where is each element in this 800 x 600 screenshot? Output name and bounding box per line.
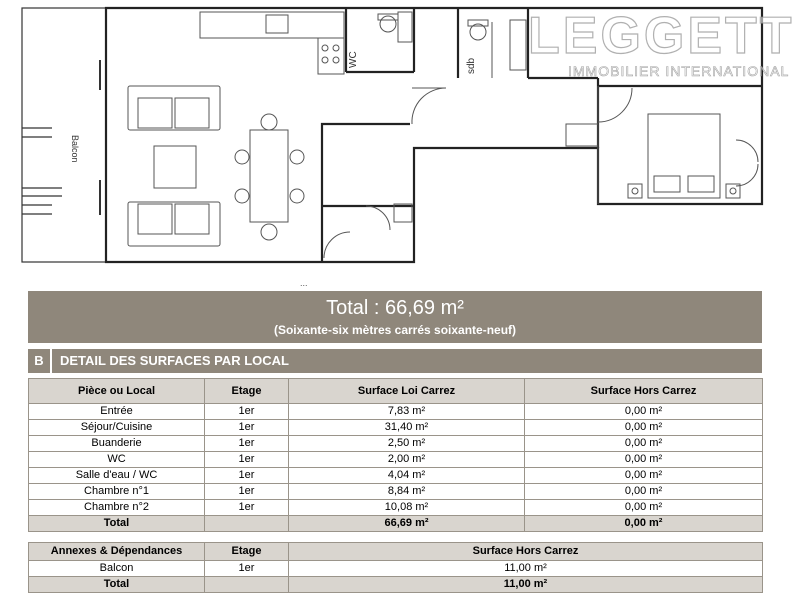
header-etage: Etage: [205, 379, 289, 404]
cell-hors-carrez: 11,00 m²: [289, 561, 763, 577]
floor-plan-drawing: [0, 0, 800, 285]
total-etage: [205, 577, 289, 593]
total-label: Total: [29, 516, 205, 532]
cell-hors-carrez: 0,00 m²: [525, 436, 763, 452]
table-row: [29, 561, 763, 577]
header-annexes: Annexes & Dépendances: [29, 543, 205, 561]
total-etage: [205, 516, 289, 532]
balcony-outline: [22, 8, 106, 262]
section-b-header: [28, 349, 762, 373]
cell-loi-carrez: 2,50 m²: [289, 436, 525, 452]
annex-total-row: [29, 577, 763, 593]
total-surface: Total : 66,69 m²: [326, 297, 464, 319]
cell-loi-carrez: 2,00 m²: [289, 452, 525, 468]
header-etage: Etage: [205, 543, 289, 561]
total-hors-carrez: 11,00 m²: [289, 577, 763, 593]
cell-etage: 1er: [205, 436, 289, 452]
sdb-label: sdb: [466, 57, 477, 74]
total-summary-box: [28, 291, 762, 343]
table-row: [29, 420, 763, 436]
cell-hors-carrez: 0,00 m²: [525, 420, 763, 436]
cell-loi-carrez: 31,40 m²: [289, 420, 525, 436]
section-title: DETAIL DES SURFACES PAR LOCAL: [60, 353, 289, 368]
cell-loi-carrez: 7,83 m²: [289, 404, 525, 420]
outer-wall: [106, 8, 762, 262]
section-letter: B: [28, 349, 52, 373]
table-row: [29, 468, 763, 484]
table-row: [29, 484, 763, 500]
wc-label: WC: [348, 51, 359, 68]
total-loi-carrez: 66,69 m²: [289, 516, 525, 532]
detail-header-row: [29, 379, 763, 404]
cell-loi-carrez: 4,04 m²: [289, 468, 525, 484]
cell-loi-carrez: 10,08 m²: [289, 500, 525, 516]
cell-hors-carrez: 0,00 m²: [525, 452, 763, 468]
cell-piece: Chambre n°1: [29, 484, 205, 500]
detail-surfaces-table: [28, 378, 763, 532]
annex-table: [28, 542, 763, 593]
detail-total-row: [29, 516, 763, 532]
cell-etage: 1er: [205, 484, 289, 500]
cell-etage: 1er: [205, 561, 289, 577]
header-hors-carrez: Surface Hors Carrez: [289, 543, 763, 561]
cell-annex: Balcon: [29, 561, 205, 577]
watermark-brand: LEGGETT: [528, 7, 795, 65]
table-row: [29, 452, 763, 468]
cell-piece: Salle d'eau / WC: [29, 468, 205, 484]
cell-hors-carrez: 0,00 m²: [525, 484, 763, 500]
cell-piece: Chambre n°2: [29, 500, 205, 516]
cell-etage: 1er: [205, 468, 289, 484]
header-loi-carrez: Surface Loi Carrez: [289, 379, 525, 404]
cell-etage: 1er: [205, 452, 289, 468]
total-hors-carrez: 0,00 m²: [525, 516, 763, 532]
balcon-label: Balcon: [70, 135, 80, 163]
cell-piece: Séjour/Cuisine: [29, 420, 205, 436]
bed: [648, 114, 720, 198]
total-label: Total: [29, 577, 205, 593]
header-piece: Pièce ou Local: [29, 379, 205, 404]
total-surface-words: (Soixante-six mètres carrés soixante-neuf): [273, 323, 517, 337]
cut-off-text: ...: [300, 278, 308, 288]
annex-header-row: [29, 543, 763, 561]
header-hors-carrez: Surface Hors Carrez: [525, 379, 763, 404]
table-row: [29, 404, 763, 420]
cell-etage: 1er: [205, 420, 289, 436]
cell-hors-carrez: 0,00 m²: [525, 404, 763, 420]
cell-piece: WC: [29, 452, 205, 468]
table-row: [29, 436, 763, 452]
cell-hors-carrez: 0,00 m²: [525, 468, 763, 484]
table-row: [29, 500, 763, 516]
cell-loi-carrez: 8,84 m²: [289, 484, 525, 500]
floor-plan: [0, 0, 800, 285]
cell-etage: 1er: [205, 500, 289, 516]
cell-hors-carrez: 0,00 m²: [525, 500, 763, 516]
cell-piece: Buanderie: [29, 436, 205, 452]
cell-piece: Entrée: [29, 404, 205, 420]
cell-etage: 1er: [205, 404, 289, 420]
watermark-subtitle: IMMOBILIER INTERNATIONAL: [568, 63, 790, 79]
